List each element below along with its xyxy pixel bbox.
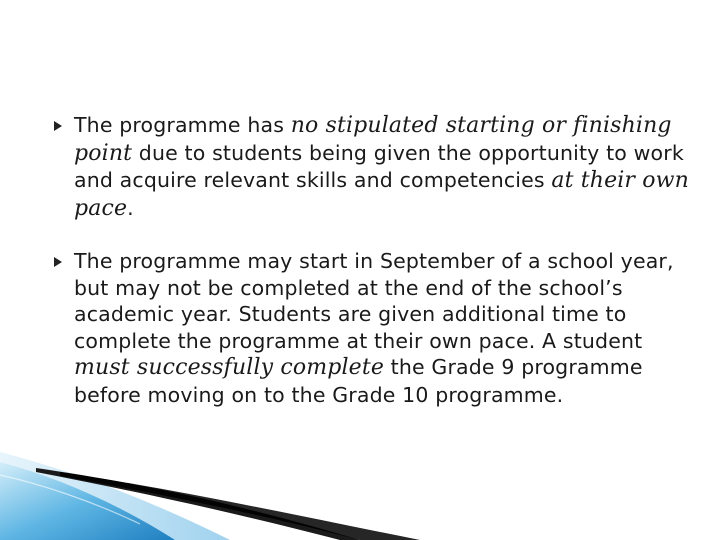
bullet-list (54, 112, 694, 408)
bullet-item (54, 248, 694, 408)
bullet-text: . (127, 195, 134, 220)
bullet-item (54, 112, 694, 222)
bullet-text: The programme has (74, 113, 291, 137)
bullet-text: The programme may start in September of a school year, but may not be completed at the end of the school’s academic year. Students are given additional time to complete the programme at their own pace. A student (74, 249, 674, 353)
bullet-emphasis: must successfully complete (74, 355, 384, 380)
bullet-arrow-icon (54, 257, 62, 267)
bullet-text: the Grade 9 programme before moving on to the Grade 10 programme. (74, 355, 643, 407)
bullet-text: due to students being given the opportunity to work and acquire relevant skills and competencies (74, 140, 684, 192)
bullet-emphasis: at their own pace (74, 168, 689, 221)
bullet-emphasis: no stipulated starting or finishing point (74, 113, 672, 166)
bullet-arrow-icon (54, 121, 62, 131)
